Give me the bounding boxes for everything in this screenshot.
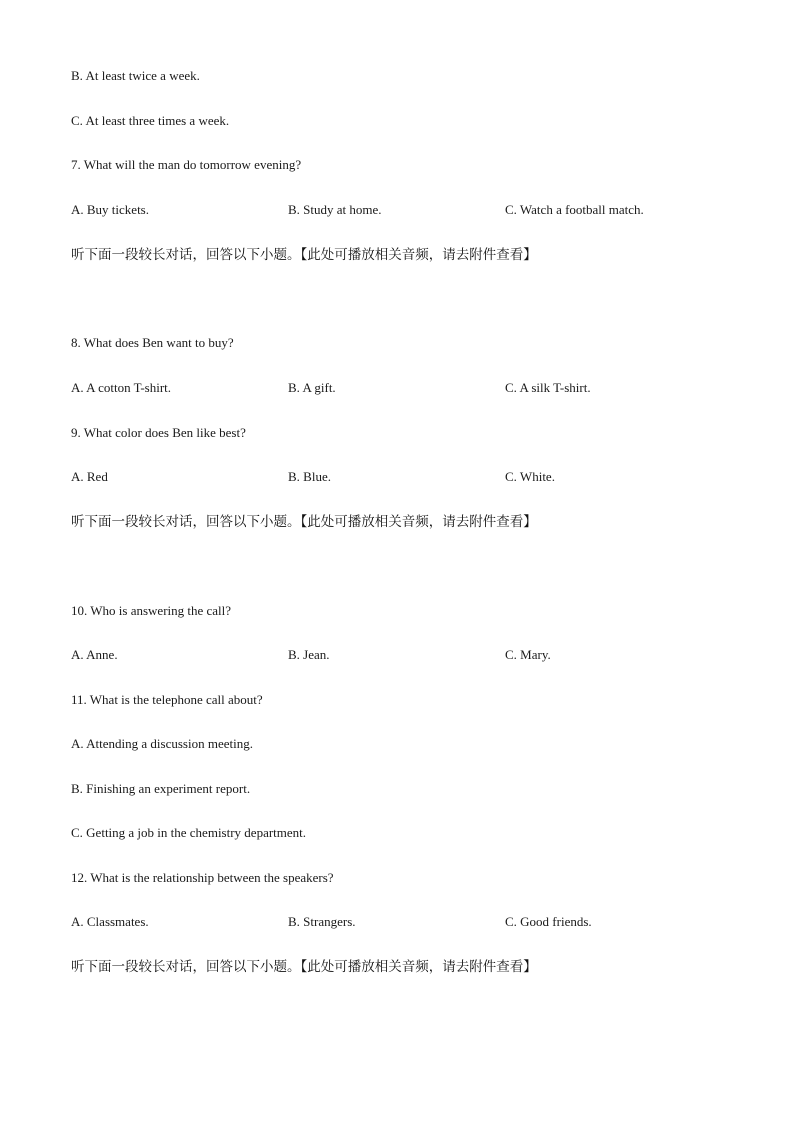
option-8b: B. A gift.	[288, 380, 336, 395]
option-7a: A. Buy tickets.	[71, 202, 149, 217]
option-6c: C. At least three times a week.	[71, 113, 230, 128]
section-instruction-2: 听下面一段较长对话，回答以下小题。【此处可播放相关音频，请去附件查看】	[71, 514, 537, 530]
option-10c: C. Mary.	[505, 647, 551, 662]
question-12: 12. What is the relationship between the speakers?	[71, 870, 334, 885]
option-12a: A. Classmates.	[71, 914, 149, 929]
option-6b: B. At least twice a week.	[71, 68, 200, 83]
option-8a: A. A cotton T-shirt.	[71, 380, 172, 395]
option-10a: A. Anne.	[71, 647, 118, 662]
option-12c: C. Good friends.	[505, 914, 592, 929]
section-instruction-1: 听下面一段较长对话，回答以下小题。【此处可播放相关音频，请去附件查看】	[71, 247, 537, 263]
option-11a: A. Attending a discussion meeting.	[71, 736, 253, 751]
question-8: 8. What does Ben want to buy?	[71, 335, 234, 350]
question-7: 7. What will the man do tomorrow evening?	[71, 157, 302, 172]
option-9c: C. White.	[505, 469, 555, 484]
question-10: 10. Who is answering the call?	[71, 603, 232, 618]
question-11: 11. What is the telephone call about?	[71, 692, 263, 707]
question-9: 9. What color does Ben like best?	[71, 425, 246, 440]
section-instruction-3: 听下面一段较长对话，回答以下小题。【此处可播放相关音频，请去附件查看】	[71, 959, 537, 975]
option-12b: B. Strangers.	[288, 914, 356, 929]
option-7c: C. Watch a football match.	[505, 202, 644, 217]
option-7b: B. Study at home.	[288, 202, 382, 217]
option-11b: B. Finishing an experiment report.	[71, 781, 251, 796]
option-10b: B. Jean.	[288, 647, 330, 662]
option-9b: B. Blue.	[288, 469, 331, 484]
option-9a: A. Red	[71, 469, 108, 484]
option-11c: C. Getting a job in the chemistry department.	[71, 825, 307, 840]
option-8c: C. A silk T-shirt.	[505, 380, 591, 395]
